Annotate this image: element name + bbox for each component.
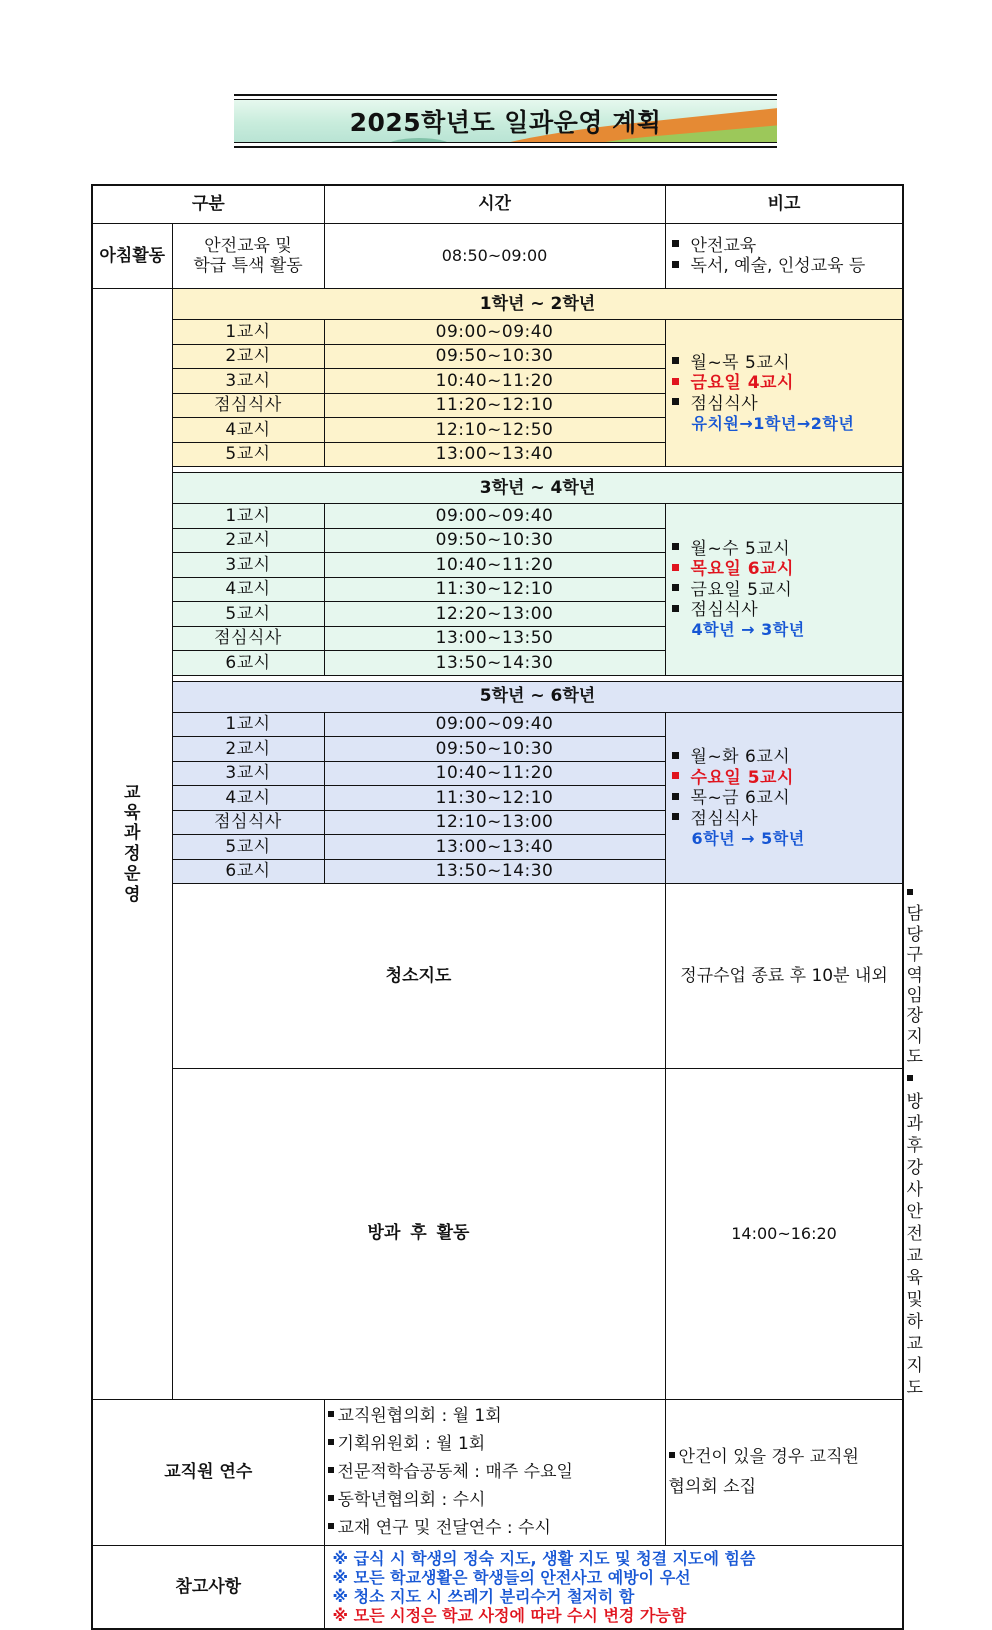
reference-line: ※ 모든 학교생활은 학생들의 안전사고 예방이 우선: [332, 1567, 691, 1587]
square-bullet-icon: [672, 543, 679, 550]
period-time: 13:00~13:40: [324, 835, 665, 860]
training-item: 교직원협의회 : 월 1회: [328, 1402, 665, 1430]
note-item: 점심식사: [672, 600, 903, 620]
section-title-grade-3-4: 3학년 ~ 4학년: [172, 473, 903, 504]
reference-line-warning: ※ 모든 시정은 학교 사정에 따라 수시 변경 가능함: [332, 1605, 687, 1625]
period-name: 3교시: [172, 553, 324, 578]
document-title-banner: [234, 94, 777, 148]
period-time: 13:00~13:40: [324, 442, 665, 467]
period-name: 5교시: [172, 835, 324, 860]
note-item: 독서, 예술, 인성교육 등: [672, 256, 903, 276]
period-time: 11:30~12:10: [324, 577, 665, 602]
square-bullet-icon: [907, 889, 913, 895]
period-name: 6교시: [172, 651, 324, 676]
square-bullet-icon: [907, 1075, 913, 1081]
training-item: 기획위원회 : 월 1회: [328, 1430, 665, 1458]
period-time: 09:00~09:40: [324, 712, 665, 737]
note-item-highlight: 금요일 4교시: [672, 373, 903, 393]
morning-activity-line2: 학급 특색 활동: [193, 256, 303, 276]
period-time: 09:50~10:30: [324, 344, 665, 369]
square-bullet-icon: [328, 1495, 334, 1501]
reference-row: [92, 1545, 903, 1629]
square-bullet-icon: [672, 813, 679, 820]
section-header-row: [92, 473, 903, 504]
period-row: [92, 712, 903, 737]
staff-training-label: 교직원 연수: [92, 1399, 324, 1545]
square-bullet-icon: [672, 584, 679, 591]
reference-notes: [324, 1545, 903, 1629]
header-category: 구분: [92, 185, 324, 224]
header-time: 시간: [324, 185, 665, 224]
header-notes: 비고: [665, 185, 903, 224]
square-bullet-icon: [672, 357, 679, 364]
period-row: [92, 320, 903, 345]
section-notes-grade-5-6: [665, 712, 903, 884]
period-name: 3교시: [172, 369, 324, 394]
staff-training-items: [324, 1399, 665, 1545]
table-header-row: [92, 185, 903, 224]
period-name: 1교시: [172, 712, 324, 737]
after-school-row: 방과 후 활동 14:00~16:20 방과후 강사 안전교육 및 하교지도: [92, 1068, 903, 1399]
reference-line: ※ 청소 지도 시 쓰레기 분리수거 철저히 함: [332, 1586, 635, 1606]
square-bullet-icon: [669, 1452, 675, 1458]
square-bullet-icon: [672, 261, 679, 268]
period-time: 13:00~13:50: [324, 626, 665, 651]
note-item: 월~수 5교시: [672, 539, 903, 559]
square-bullet-icon: [672, 752, 679, 759]
square-bullet-icon: [672, 793, 679, 800]
square-bullet-icon: [672, 378, 679, 385]
morning-notes: [665, 224, 903, 289]
staff-training-row: [92, 1399, 903, 1545]
period-time: 10:40~11:20: [324, 553, 665, 578]
period-name: 3교시: [172, 761, 324, 786]
square-bullet-icon: [672, 772, 679, 779]
morning-category: 아침활동: [92, 224, 172, 289]
period-name: 1교시: [172, 504, 324, 529]
square-bullet-icon: [328, 1439, 334, 1445]
period-name: 5교시: [172, 442, 324, 467]
training-item: 동학년협의회 : 수시: [328, 1486, 665, 1514]
square-bullet-icon: [672, 240, 679, 247]
period-name: 1교시: [172, 320, 324, 345]
period-name: 6교시: [172, 859, 324, 884]
period-name: 5교시: [172, 602, 324, 627]
period-time: 09:00~09:40: [324, 320, 665, 345]
period-time: 11:30~12:10: [324, 786, 665, 811]
period-time: 12:10~13:00: [324, 810, 665, 835]
square-bullet-icon: [328, 1467, 334, 1473]
note-item-highlight: 수요일 5교시: [672, 768, 903, 788]
after-school-time: 14:00~16:20: [665, 1068, 903, 1399]
period-row: [92, 504, 903, 529]
note-item: 목~금 6교시: [672, 788, 903, 808]
note-item: 월~화 6교시: [672, 747, 903, 767]
reference-line: ※ 급식 시 학생의 정숙 지도, 생활 지도 및 청결 지도에 힘씀: [332, 1548, 756, 1568]
lunch-order: 유치원→1학년→2학년: [691, 413, 855, 433]
cleaning-time: 정규수업 종료 후 10분 내외: [665, 884, 903, 1069]
section-title-grade-1-2: 1학년 ~ 2학년: [172, 289, 903, 320]
morning-activity-row: [92, 224, 903, 289]
training-item: 교재 연구 및 전달연수 : 수시: [328, 1514, 665, 1542]
note-item-highlight: 목요일 6교시: [672, 559, 903, 579]
period-name: 4교시: [172, 786, 324, 811]
morning-activity-line1: 안전교육 및: [204, 235, 292, 256]
section-notes-grade-3-4: [665, 504, 903, 676]
title-banner-background: [234, 99, 777, 143]
period-name: 2교시: [172, 528, 324, 553]
period-name: 4교시: [172, 577, 324, 602]
section-notes-grade-1-2: [665, 320, 903, 467]
note-item: 월~목 5교시: [672, 353, 903, 373]
after-school-label: 방과 후 활동: [172, 1068, 665, 1399]
staff-training-note: 안건이 있을 경우 교직원 협의회 소집: [665, 1399, 903, 1545]
daily-schedule-table: [91, 184, 923, 1630]
section-header-row: [92, 289, 903, 320]
note-item: 안전교육: [672, 236, 903, 256]
note-item: 점심식사: [672, 809, 903, 829]
square-bullet-icon: [672, 564, 679, 571]
morning-activity: [172, 224, 324, 289]
note-item: 금요일 5교시: [672, 580, 903, 600]
morning-time: 08:50~09:00: [324, 224, 665, 289]
lunch-order: 4학년 → 3학년: [691, 620, 805, 640]
period-time: 11:20~12:10: [324, 393, 665, 418]
section-header-row: [92, 681, 903, 712]
training-item: 전문적학습공동체 : 매주 수요일: [328, 1458, 665, 1486]
document-title: 2025학년도 일과운영 계획: [349, 108, 662, 137]
period-time: 13:50~14:30: [324, 859, 665, 884]
period-time: 09:00~09:40: [324, 504, 665, 529]
period-name: 점심식사: [172, 810, 324, 835]
section-title-grade-5-6: 5학년 ~ 6학년: [172, 681, 903, 712]
reference-label: 참고사항: [92, 1545, 324, 1629]
period-time: 09:50~10:30: [324, 737, 665, 762]
period-time: 10:40~11:20: [324, 761, 665, 786]
period-name: 점심식사: [172, 626, 324, 651]
period-time: 09:50~10:30: [324, 528, 665, 553]
period-time: 10:40~11:20: [324, 369, 665, 394]
note-item: 점심식사: [672, 394, 903, 414]
square-bullet-icon: [672, 605, 679, 612]
curriculum-operation-label: 교 육 과 정 운 영: [92, 289, 172, 1400]
cleaning-label: 청소지도: [172, 884, 665, 1069]
square-bullet-icon: [328, 1411, 334, 1417]
period-name: 2교시: [172, 344, 324, 369]
period-time: 12:10~12:50: [324, 418, 665, 443]
period-time: 12:20~13:00: [324, 602, 665, 627]
period-name: 점심식사: [172, 393, 324, 418]
square-bullet-icon: [672, 398, 679, 405]
period-name: 2교시: [172, 737, 324, 762]
period-time: 13:50~14:30: [324, 651, 665, 676]
period-name: 4교시: [172, 418, 324, 443]
lunch-order: 6학년 → 5학년: [691, 828, 805, 848]
square-bullet-icon: [328, 1523, 334, 1529]
cleaning-row: 청소지도 정규수업 종료 후 10분 내외 담당구역 임장지도: [92, 884, 903, 1069]
